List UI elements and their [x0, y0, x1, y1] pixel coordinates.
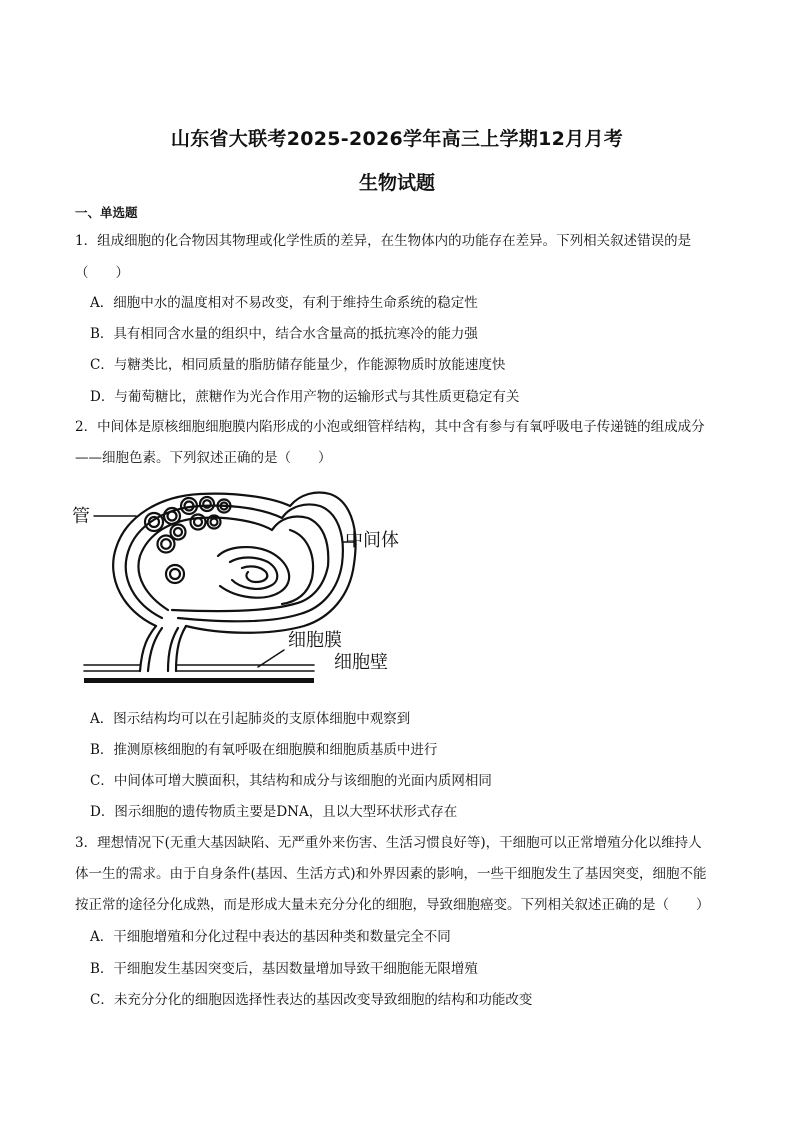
section-heading: 一、单选题 [75, 205, 138, 220]
q1-stem-line-1: 1．组成细胞的化合物因其物理或化学性质的差异，在生物体内的功能存在差异。下列相关叙述错误的是 [75, 233, 692, 249]
q3-stem-line-3: 按正常的途径分化成熟，而是形成大量未充分分化的细胞，导致细胞癌变。下列相关叙述正确的是（ ） [75, 897, 710, 913]
q3-stem-line-1: 3．理想情况下(无重大基因缺陷、无严重外来伤害、生活习惯良好等)，干细胞可以正常增殖分化以维持人 [75, 835, 702, 851]
vesicle-inner [170, 569, 180, 579]
vesicle-inner [161, 539, 171, 549]
vesicle [191, 515, 206, 530]
vesicle [145, 513, 163, 531]
stalk-inner-path [148, 628, 178, 671]
vesicle-inner [168, 512, 177, 521]
q3-option-a: A．干细胞增殖和分化过程中表达的基因种类和数量完全不同 [90, 929, 451, 945]
vesicle-inner [174, 528, 182, 536]
q1-option-a: A．细胞中水的温度相对不易改变，有利于维持生命系统的稳定性 [90, 295, 478, 311]
q3-option-b: B．干细胞发生基因突变后，基因数量增加导致干细胞能无限增殖 [90, 961, 478, 977]
q1-option-c: C．与糖类比，相同质量的脂肪储存能量少，作能源物质时放能速度快 [90, 357, 506, 373]
q1-option-b: B．具有相同含水量的组织中，结合水含量高的抵抗寒冷的能力强 [90, 326, 478, 342]
q2-option-c: C．中间体可增大膜面积，其结构和成分与该细胞的光面内质网相同 [90, 773, 492, 789]
mesosome-fold-1 [218, 547, 289, 598]
mesosome-fold-3 [242, 566, 267, 582]
q3-stem-line-2: 体一生的需求。由于自身条件(基因、生活方式)和外界因素的影响，一些干细胞发生了基因突变，细胞不能 [75, 866, 707, 882]
q2-stem-line-1: 2．中间体是原核细胞细胞膜内陷形成的小泡或细管样结构，其中含有参与有氧呼吸电子传递链的组成成分 [75, 419, 705, 435]
exam-title: 山东省大联考2025-2026学年高三上学期12月月考 [170, 128, 624, 150]
q2-option-a: A．图示结构均可以在引起肺炎的支原体细胞中观察到 [90, 711, 411, 727]
label-mesosome: 中间体 [345, 530, 399, 551]
q1-stem-line-2: （ ） [75, 265, 129, 281]
cell-membrane-lines [84, 665, 314, 671]
cell-wall-line [84, 678, 314, 683]
exam-subject: 生物试题 [358, 172, 435, 194]
vesicle [166, 565, 184, 583]
label-tube: 管 [72, 506, 90, 527]
vesicle-inner [211, 519, 218, 526]
q2-option-b: B．推测原核细胞的有氧呼吸在细胞膜和细胞质基质中进行 [90, 742, 438, 758]
label-cell-wall: 细胞壁 [334, 652, 388, 673]
q2-stem-line-2: ——细胞色素。下列叙述正确的是（ ） [75, 450, 332, 466]
label-cell-membrane: 细胞膜 [288, 630, 342, 651]
q1-option-d: D．与葡萄糖比，蔗糖作为光合作用产物的运输形式与其性质更稳定有关 [90, 389, 520, 405]
vesicle [158, 536, 175, 553]
q3-option-c: C．未充分分化的细胞因选择性表达的基因改变导致细胞的结构和功能改变 [90, 992, 533, 1008]
q2-option-d: D．图示细胞的遗传物质主要是DNA，且以大型环状形式存在 [90, 804, 458, 820]
mesosome-fold-2 [230, 558, 277, 589]
mesosome-diagram [68, 486, 413, 692]
